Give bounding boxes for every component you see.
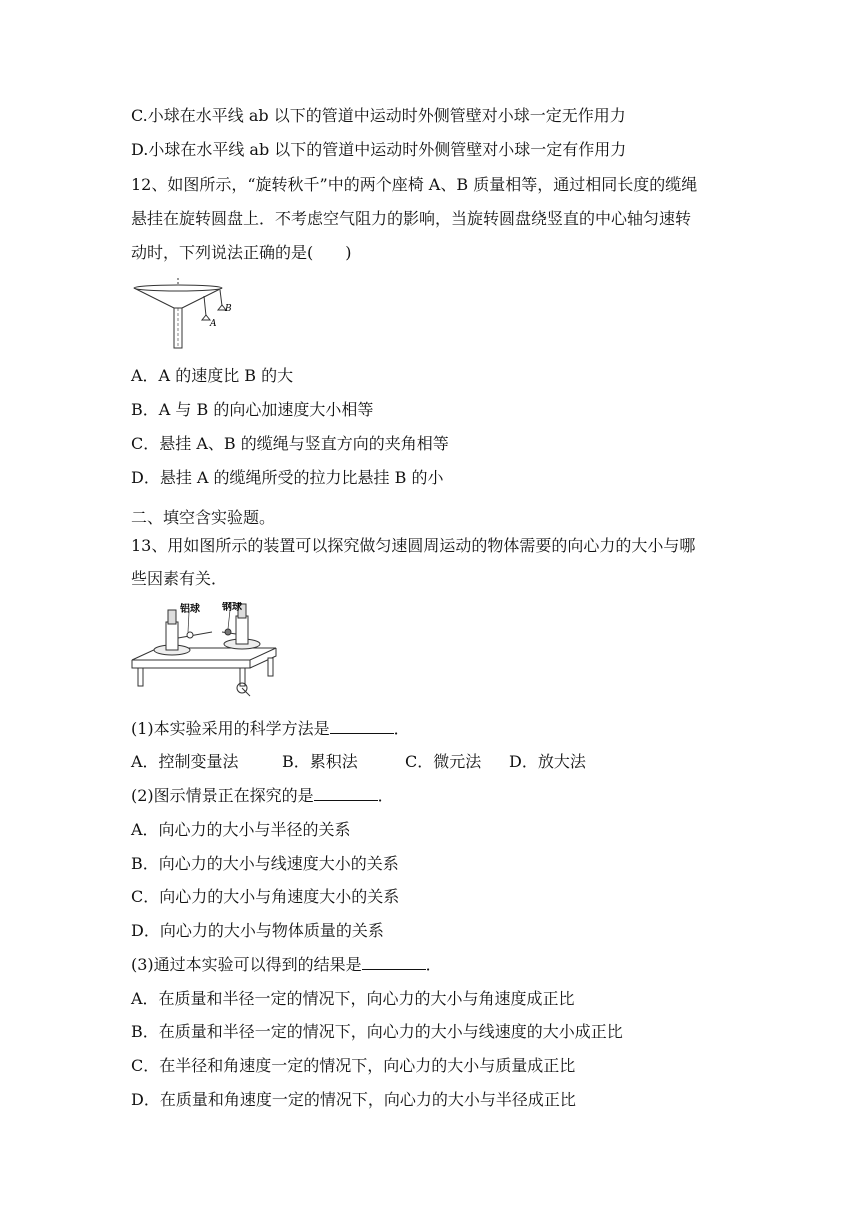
q13-stem-line2: 些因素有关． (131, 569, 228, 588)
answer-blank[interactable] (362, 955, 426, 970)
q13-sub3-end: ． (425, 955, 442, 974)
q13-sub1-end: ． (393, 719, 410, 738)
q12-stem-line2: 悬挂在旋转圆盘上．不考虑空气阻力的影响，当旋转圆盘绕竖直的中心轴匀速转 (131, 209, 692, 228)
q13-sub1-option-b: B．累积法 (282, 752, 358, 771)
q11-option-c: C.小球在水平线 ab 以下的管道中运动时外侧管壁对小球一定无作用力 (131, 106, 626, 125)
seat-b-label: B (225, 304, 232, 314)
q13-sub2-prompt (131, 786, 394, 806)
q13-sub1-option-d: D．放大法 (509, 752, 586, 771)
q13-sub3-prompt (131, 955, 442, 975)
q12-option-a: A．A 的速度比 B 的大 (131, 366, 294, 385)
centripetal-apparatus-figure (130, 602, 280, 702)
seat-a-label: A (210, 319, 217, 329)
q13-sub1-option-a: A．控制变量法 (131, 752, 239, 771)
q13-sub3-option-b: B．在质量和半径一定的情况下，向心力的大小与线速度的大小成正比 (131, 1022, 623, 1041)
swing-ride-figure (132, 278, 242, 352)
q13-sub3-text: (3)通过本实验可以得到的结果是 (131, 955, 362, 974)
aluminum-ball-label: 铝球 (180, 604, 200, 615)
steel-ball-label: 钢球 (222, 602, 242, 613)
q13-sub1-text: (1)本实验采用的科学方法是 (131, 719, 330, 738)
q11-option-d: D.小球在水平线 ab 以下的管道中运动时外侧管壁对小球一定有作用力 (131, 140, 627, 159)
q13-sub2-option-a: A．向心力的大小与半径的关系 (131, 820, 351, 839)
q12-option-b: B．A 与 B 的向心加速度大小相等 (131, 400, 374, 419)
q13-sub2-option-d: D．向心力的大小与物体质量的关系 (131, 921, 384, 940)
q13-sub2-option-b: B．向心力的大小与线速度大小的关系 (131, 854, 399, 873)
q13-sub3-option-a: A．在质量和半径一定的情况下，向心力的大小与角速度成正比 (131, 989, 575, 1008)
q13-sub2-end: ． (377, 786, 394, 805)
q12-option-d: D．悬挂 A 的缆绳所受的拉力比悬挂 B 的小 (131, 468, 444, 487)
q13-sub3-option-d: D．在质量和角速度一定的情况下，向心力的大小与半径成正比 (131, 1090, 576, 1109)
q13-sub3-option-c: C．在半径和角速度一定的情况下，向心力的大小与质量成正比 (131, 1056, 576, 1075)
q13-sub1-option-c: C．微元法 (405, 752, 482, 771)
q13-sub2-option-c: C．向心力的大小与角速度大小的关系 (131, 887, 400, 906)
answer-blank[interactable] (314, 786, 378, 801)
q13-sub1-prompt (131, 719, 410, 739)
q13-sub2-text: (2)图示情景正在探究的是 (131, 786, 314, 805)
q12-stem-line3: 动时，下列说法正确的是( ) (131, 243, 352, 262)
q13-stem-line1: 13、用如图所示的装置可以探究做匀速圆周运动的物体需要的向心力的大小与哪 (131, 536, 696, 555)
section-title: 二、填空含实验题。 (131, 508, 276, 527)
q13-sub1-options (131, 752, 586, 772)
q12-stem-line1: 12、如图所示，“旋转秋千”中的两个座椅 A、B 质量相等，通过相同长度的缆绳 (131, 175, 698, 194)
answer-blank[interactable] (330, 719, 394, 734)
q12-option-c: C．悬挂 A、B 的缆绳与竖直方向的夹角相等 (131, 434, 449, 453)
